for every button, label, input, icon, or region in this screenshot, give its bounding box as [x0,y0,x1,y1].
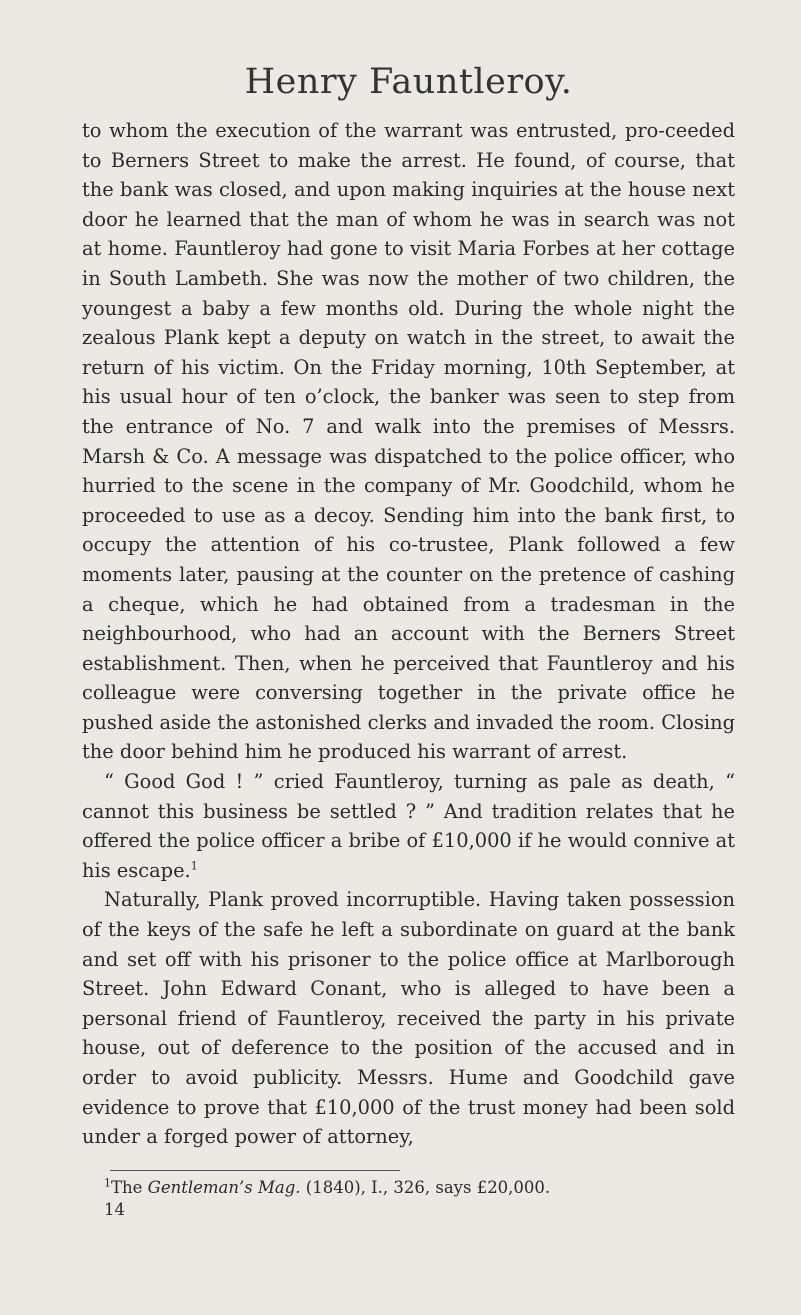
footnote-pre: The [111,1177,148,1197]
footnote-divider [110,1170,400,1171]
paragraph-3: Naturally, Plank proved incorruptible. Having taken possession of the keys of the safe he left a subordinate on guard at the bank and set off with his prisoner to the police office at Marlborough Street. John Edward Conant, who is alleged to have been a personal friend of Fauntleroy, received the party in his private house, out of deference to the position of the accused and in order to avoid publicity. Messrs. Hume and Goodchild gave evidence to prove that £10,000 of the trust money had been sold under a forged power of attorney, [82,888,735,1149]
page-number: 14 [104,1199,125,1219]
footnote-marker: 1 [104,1176,111,1190]
footnote-reference: 1 [190,859,198,873]
footnote-title: Gentleman’s Mag. [147,1177,301,1197]
footnote [104,1177,735,1199]
running-head: Henry Fauntleroy. [244,62,573,102]
body-text [82,116,735,1152]
paragraph-1: to whom the execution of the warrant was entrusted, pro-ceeded to Berners Street to make the arrest. He found, of course, that the bank was closed, and upon making inquiries at the house next door he learned that the man of whom he was in search was not at home. Fauntleroy had gone to visit Maria Forbes at her cottage in South Lambeth. She was now the mother of two children, the youngest a baby a few months old. During the whole night the zealous Plank kept a deputy on watch in the street, to await the return of his victim. On the Friday morning, 10th September, at his usual hour of ten o’clock, the banker was seen to step from the entrance of No. 7 and walk into the premises of Messrs. Marsh & Co. A message was dispatched to the police officer, who hurried to the scene in the company of Mr. Goodchild, whom he proceeded to use as a decoy. Sending him into the bank first, to occupy the attention of his co-trustee, Plank followed a few moments later, pausing at the counter on the pretence of cashing a cheque, which he had obtained from a tradesman in the neighbourhood, who had an account with the Berners Street establishment. Then, when he perceived that Fauntleroy and his colleague were conversing together in the private office he pushed aside the astonished clerks and invaded the room. Closing the door behind him he produced his warrant of arrest. [82,119,735,764]
paragraph-2 [82,767,735,885]
footnote-post: (1840), I., 326, says £20,000. [300,1177,551,1197]
paragraph-2-text: “ Good God ! ” cried Fauntleroy, turning as pale as death, “ cannot this business be settled ? ” And tradition relates that he offered the police officer a bribe of £10,000 if he would connive at his escape. [82,770,735,882]
